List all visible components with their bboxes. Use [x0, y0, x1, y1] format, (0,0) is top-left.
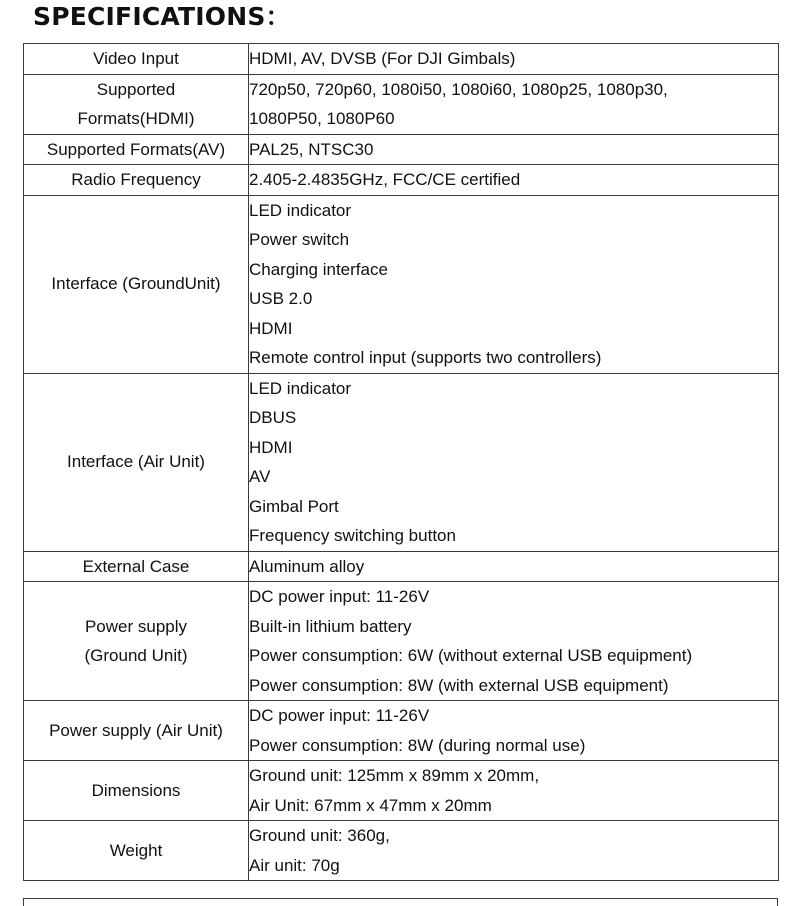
- spec-label-cell: [24, 582, 249, 701]
- spec-value-cell: [249, 761, 779, 821]
- spec-label: (Ground Unit): [84, 646, 188, 665]
- spec-label-cell: [24, 821, 249, 881]
- spec-value-cell: [249, 373, 779, 551]
- spec-value-cell: [249, 74, 779, 134]
- spec-value-cell: [249, 582, 779, 701]
- spec-label: Interface (Air Unit): [67, 452, 205, 472]
- spec-value: Aluminum alloy: [249, 556, 365, 576]
- spec-label: External Case: [82, 556, 190, 576]
- spec-value: Frequency switching button: [249, 526, 456, 545]
- spec-label-cell: [24, 551, 249, 582]
- spec-value: Built-in lithium battery: [249, 616, 412, 636]
- spec-value-cell: [249, 44, 779, 75]
- spec-value: 720p50, 720p60, 1080i50, 1080i60, 1080p25, 1080p30,: [249, 79, 668, 99]
- spec-value: Power consumption: 6W (without external USB equipment): [249, 646, 693, 665]
- spec-value: Charging interface: [249, 259, 388, 279]
- table-row: [24, 761, 779, 821]
- spec-value: AV: [249, 467, 271, 486]
- table-row: [24, 44, 779, 75]
- table-continuation-edge: [23, 898, 778, 906]
- page-title: SPECIFICATIONS：: [33, 2, 291, 31]
- spec-value: Air unit: 70g: [249, 855, 340, 875]
- spec-value: DBUS: [249, 408, 297, 427]
- table-row: [24, 165, 779, 196]
- spec-value-cell: [249, 551, 779, 582]
- spec-value: USB 2.0: [249, 289, 313, 308]
- spec-value: Air Unit: 67mm x 47mm x 20mm: [249, 795, 492, 815]
- spec-value: LED indicator: [249, 200, 352, 220]
- spec-value: HDMI, AV, DVSB (For DJI Gimbals): [249, 49, 516, 68]
- table-row: [24, 74, 779, 134]
- table-row: [24, 195, 779, 373]
- table-row: [24, 551, 779, 582]
- spec-value: DC power input: 11-26V: [249, 706, 430, 725]
- spec-label-cell: [24, 195, 249, 373]
- specifications-table: [23, 43, 779, 881]
- spec-value: Power switch: [249, 230, 350, 249]
- spec-label: Supported: [96, 79, 176, 99]
- spec-label: Interface (GroundUnit): [51, 274, 221, 294]
- spec-label-cell: [24, 761, 249, 821]
- spec-label: Formats(HDMI): [77, 109, 195, 128]
- spec-label-cell: [24, 165, 249, 196]
- spec-label-cell: [24, 373, 249, 551]
- spec-value: PAL25, NTSC30: [249, 139, 374, 159]
- spec-value: Power consumption: 8W (during normal use): [249, 735, 586, 755]
- spec-label-cell: [24, 74, 249, 134]
- spec-value: Remote control input (supports two controllers): [249, 348, 602, 367]
- spec-value: DC power input: 11-26V: [249, 587, 430, 606]
- spec-value-cell: [249, 821, 779, 881]
- spec-label: Weight: [109, 840, 163, 860]
- spec-value-cell: [249, 195, 779, 373]
- spec-value: LED indicator: [249, 378, 352, 398]
- spec-value: 2.405-2.4835GHz, FCC/CE certified: [249, 170, 521, 189]
- table-row: [24, 134, 779, 165]
- spec-value: Ground unit: 125mm x 89mm x 20mm,: [249, 766, 540, 785]
- spec-value-cell: [249, 165, 779, 196]
- table-row: [24, 582, 779, 701]
- table-row: [24, 701, 779, 761]
- spec-label-cell: [24, 44, 249, 75]
- table-row: [24, 373, 779, 551]
- spec-value: Power consumption: 8W (with external USB equipment): [249, 675, 669, 695]
- spec-label-cell: [24, 701, 249, 761]
- spec-label: Dimensions: [91, 780, 181, 800]
- spec-label: Power supply: [84, 616, 188, 636]
- spec-value: HDMI: [249, 437, 293, 457]
- spec-value-cell: [249, 701, 779, 761]
- spec-label: Supported Formats(AV): [46, 139, 226, 159]
- spec-value-cell: [249, 134, 779, 165]
- spec-value: Gimbal Port: [249, 496, 339, 516]
- spec-label: Radio Frequency: [71, 170, 201, 189]
- spec-label: Video Input: [93, 49, 179, 68]
- spec-value: 1080P50, 1080P60: [249, 109, 395, 128]
- spec-label: Power supply (Air Unit): [49, 720, 223, 740]
- table-row: [24, 821, 779, 881]
- specifications-table-body: [24, 44, 779, 881]
- spec-label-cell: [24, 134, 249, 165]
- spec-value: HDMI: [249, 318, 293, 338]
- spec-value: Ground unit: 360g,: [249, 826, 390, 845]
